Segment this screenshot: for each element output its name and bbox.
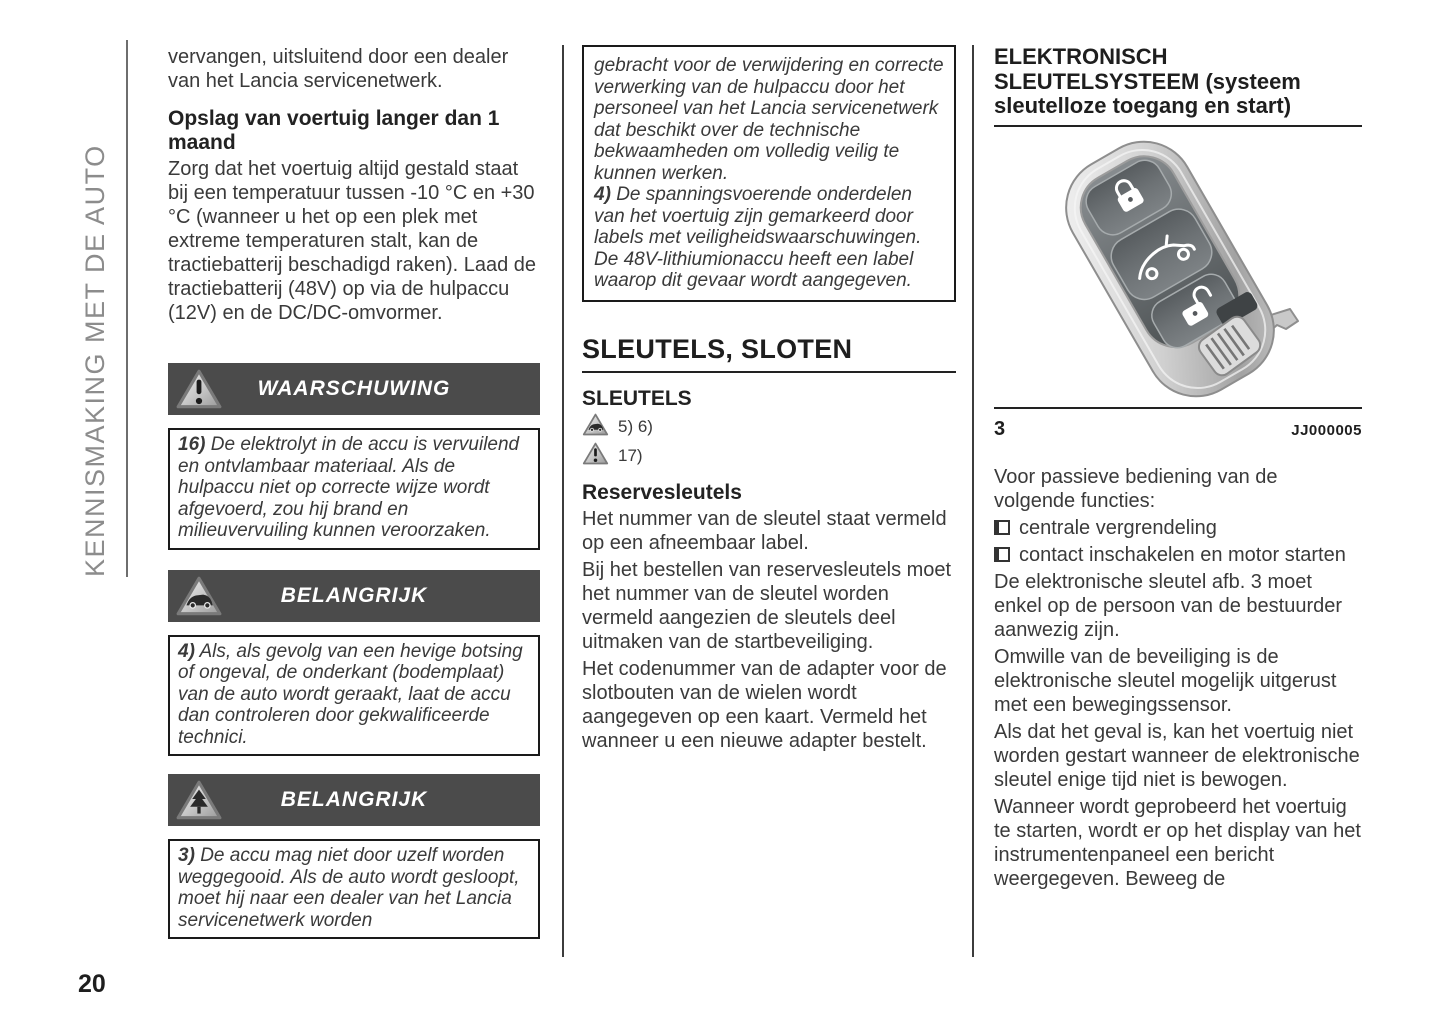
column-divider bbox=[972, 45, 974, 957]
figure-number: 3 bbox=[994, 417, 1006, 440]
note-text: De accu mag niet door uzelf worden weggegooid. Als de auto wordt gesloopt, moet hij naar een dealer van het Lancia servicenetwerk worden bbox=[178, 845, 520, 931]
bullet-label: centrale vergrendeling bbox=[1019, 516, 1217, 539]
note-reference-label: 5) 6) bbox=[618, 416, 653, 436]
car-triangle-icon bbox=[175, 574, 223, 623]
important-note-box-2 bbox=[168, 839, 540, 939]
body-paragraph: Wanneer wordt geprobeerd het voertuig te starten, wordt er op het display van het instrumentenpaneel een bericht weergegeven. Beweeg de bbox=[994, 795, 1361, 890]
body-paragraph: De elektronische sleutel afb. 3 moet enkel op de persoon van de bestuurder aanwezig zijn. bbox=[994, 570, 1343, 641]
note-text: gebracht voor de verwijdering en correcte verwerking van de hulpaccu door het personeel van het Lancia servicenetwerk dat beschikt over de technische bekwaamheden om volledig veilig te kunnen werken. bbox=[594, 55, 944, 184]
important-bar-label: BELANGRIJK bbox=[280, 583, 428, 607]
note-number: 4) bbox=[594, 184, 611, 205]
warning-bar bbox=[168, 363, 540, 415]
reserve-keys-paragraph: Het nummer van de sleutel staat vermeld op een afneembaar label. bbox=[582, 507, 947, 554]
key-fob-figure bbox=[994, 133, 1362, 407]
car-triangle-icon bbox=[582, 412, 609, 442]
continuation-note-box bbox=[582, 45, 956, 302]
note-text: Als, als gevolg van een hevige botsing of ongeval, de onderkant (bodemplaat) van de auto wordt geraakt, laat de accu dan controleren door gekwalificeerde technici. bbox=[178, 640, 523, 748]
bullet-item bbox=[994, 516, 1362, 540]
note-number: 16) bbox=[178, 434, 206, 455]
chapter-sidebar-label: KENNISMAKING MET DE AUTO bbox=[80, 144, 110, 577]
storage-heading: Opslag van voertuig langer dan 1 maand bbox=[168, 107, 500, 154]
sidebar-rule bbox=[126, 40, 128, 577]
note-number: 3) bbox=[178, 845, 195, 866]
reserve-keys-heading: Reservesleutels bbox=[582, 480, 742, 504]
bullet-label: contact inschakelen en motor starten bbox=[1019, 543, 1346, 566]
note-reference-row bbox=[582, 443, 956, 469]
bullet-item bbox=[994, 543, 1362, 567]
page-number: 20 bbox=[78, 970, 106, 998]
note-reference-label: 17) bbox=[618, 445, 643, 465]
storage-paragraph: Zorg dat het voertuig altijd gestald staat bij een temperatuur tussen -10 °C en +30 °C (wanneer u het op een plek met extreme temperaturen stalt, kan de tractiebatterij beschadigd raken). Laad de tractiebatterij (48V) op via de hulpaccu (12V) en de DC/DC-omvormer. bbox=[168, 158, 537, 324]
body-paragraph: Als dat het geval is, kan het voertuig niet worden gestart wanneer de elektronische sleutel enige tijd niet is bewogen. bbox=[994, 720, 1360, 791]
exclamation-triangle-icon bbox=[582, 441, 609, 471]
column-3 bbox=[994, 45, 1362, 891]
reserve-keys-paragraph: Het codenummer van de adapter voor de slotbouten van de wielen wordt aangegeven op een kaart. Vermeld het wanneer u een nieuwe adapter bestelt. bbox=[582, 657, 947, 752]
key-fob-illustration bbox=[994, 133, 1362, 407]
section-title-sleutels-sloten: SLEUTELS, SLOTEN bbox=[582, 334, 956, 373]
section-title-elektronisch-sleutelsysteem: ELEKTRONISCH SLEUTELSYSTEEM (systeem sleutelloze toegang en start) bbox=[994, 45, 1362, 127]
body-paragraph: Omwille van de beveiliging is de elektronische sleutel mogelijk uitgerust met een bewegingssensor. bbox=[994, 645, 1337, 716]
tree-triangle-icon bbox=[175, 778, 223, 827]
note-reference-row bbox=[582, 414, 956, 440]
important-note-box-1 bbox=[168, 635, 540, 757]
important-bar-2 bbox=[168, 774, 540, 826]
warning-bar-label: WAARSCHUWING bbox=[257, 377, 451, 400]
figure-caption bbox=[994, 418, 1362, 441]
figure-code: JJ000005 bbox=[1291, 421, 1362, 439]
column-divider bbox=[562, 45, 564, 957]
note-text: De elektrolyt in de accu is vervuilend en ontvlambaar materiaal. Als de hulpaccu niet op correcte wijze wordt afgevoerd, zou hij brand en milieuvervuiling kunnen veroorzaken. bbox=[178, 434, 520, 541]
note-text: De spanningsvoerende onderdelen van het voertuig zijn gemarkeerd door labels met veiligheidswaarschuwingen. De 48V-lithiumionaccu heeft een label waarop dit gevaar wordt aangegeven. bbox=[594, 184, 922, 291]
important-bar-label: BELANGRIJK bbox=[280, 788, 428, 811]
note-number: 4) bbox=[178, 640, 195, 662]
intro-paragraph: vervangen, uitsluitend door een dealer van het Lancia servicenetwerk. bbox=[168, 46, 509, 92]
subsection-title-sleutels: SLEUTELS bbox=[582, 386, 692, 410]
passive-functions-intro: Voor passieve bediening van de volgende functies: bbox=[994, 465, 1278, 512]
important-bar-1 bbox=[168, 570, 540, 622]
square-bullet-icon bbox=[994, 547, 1010, 562]
reserve-keys-paragraph: Bij het bestellen van reservesleutels moet het nummer van de sleutel worden vermeld aangezien de sleutels deel uitmaken van de startbeveiliging. bbox=[582, 558, 952, 653]
column-2 bbox=[582, 45, 956, 753]
warning-note-box bbox=[168, 428, 540, 550]
square-bullet-icon bbox=[994, 520, 1010, 535]
column-1 bbox=[168, 45, 540, 939]
exclamation-triangle-icon bbox=[175, 367, 223, 416]
